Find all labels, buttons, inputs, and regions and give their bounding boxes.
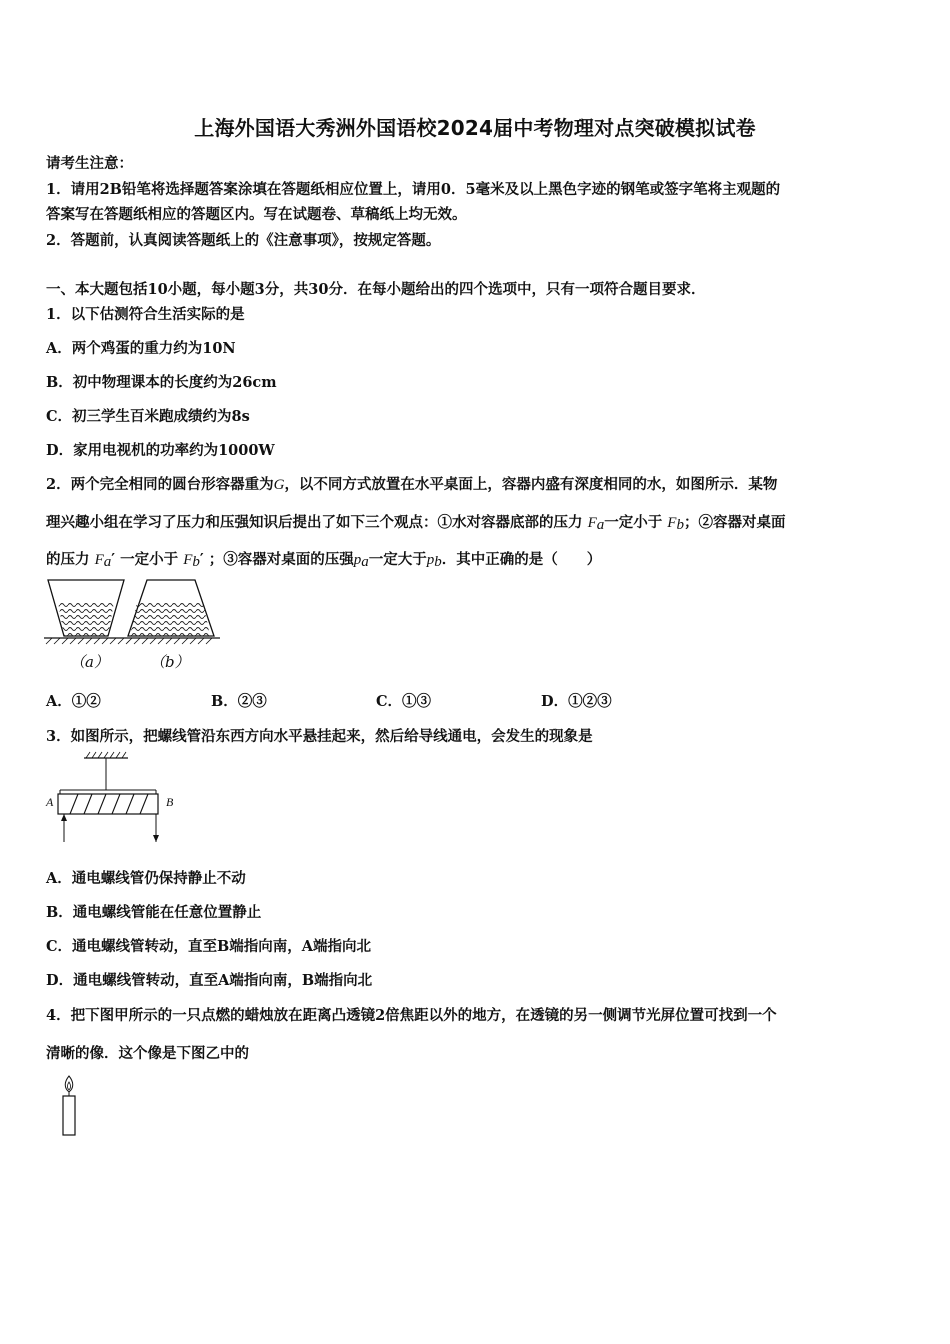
q3-option-b: B．通电螺线管能在任意位置静止 (46, 904, 262, 921)
candle-flame-icon (65, 1076, 73, 1096)
lead-wires (61, 814, 159, 842)
notice-line-2: 2．答题前，认真阅读答题纸上的《注意事项》，按规定答题。 (46, 232, 441, 249)
candle-figure (58, 1074, 80, 1138)
q2-option-b: B．②③ (211, 693, 267, 710)
q2-stem-line-3: 的压力 $F_a'$ 一定小于 $F_b'$ ；③容器对桌面的压强$p_a$一定大于$p_b$．其中正确的是（ ） (46, 551, 602, 570)
q2-option-a: A．①② (46, 693, 101, 710)
section-heading: 一、本大题包括10小题，每小题3分，共30分．在每小题给出的四个选项中，只有一项符合题目要求． (46, 281, 706, 298)
q2-stem-line-1: 2．两个完全相同的圆台形容器重为G，以不同方式放置在水平桌面上，容器内盛有深度相同的水，如图所示．某物 (46, 476, 778, 493)
figure-label-a: （a） (70, 653, 109, 671)
container-b (128, 580, 214, 636)
q1-option-c: C．初三学生百米跑成绩约为8s (46, 408, 250, 425)
figure-label-b: （b） (150, 653, 190, 671)
q1-stem: 1．以下估测符合生活实际的是 (46, 306, 245, 323)
table-surface (44, 638, 220, 644)
notice-line-1b: 答案写在答题纸相应的答题区内。写在试题卷、草稿纸上均无效。 (46, 206, 467, 223)
q1-option-a: A．两个鸡蛋的重力约为10N (46, 340, 236, 357)
candle-body (63, 1096, 75, 1135)
solenoid-end-b: B (166, 795, 174, 809)
page-title: 上海外国语大秀洲外国语校2024届中考物理对点突破模拟试卷 (194, 116, 756, 140)
solenoid-end-a: A (46, 795, 54, 809)
ceiling-support (84, 752, 128, 790)
q3-option-a: A．通电螺线管仍保持静止不动 (46, 870, 246, 887)
q3-option-d: D．通电螺线管转动，直至A端指向南，B端指向北 (46, 972, 373, 989)
solenoid-coil (58, 794, 158, 814)
q3-stem: 3．如图所示，把螺线管沿东西方向水平悬挂起来，然后给导线通电，会发生的现象是 (46, 728, 593, 745)
q2-option-d: D．①②③ (541, 693, 612, 710)
q2-option-c: C．①③ (376, 693, 432, 710)
q2-stem-line-2: 理兴趣小组在学习了压力和压强知识后提出了如下三个观点：①水对容器底部的压力 $F_a$一定小于 $F_b$；②容器对桌面 (46, 514, 786, 533)
q3-option-c: C．通电螺线管转动，直至B端指向南，A端指向北 (46, 938, 372, 955)
q4-stem-line-2: 清晰的像．这个像是下图乙中的 (46, 1045, 249, 1062)
q3-solenoid-figure (44, 750, 180, 846)
q4-stem-line-1: 4．把下图甲所示的一只点燃的蜡烛放在距离凸透镜2倍焦距以外的地方，在透镜的另一侧调节光屏位置可找到一个 (46, 1007, 777, 1024)
container-a (48, 580, 124, 636)
notice-heading: 请考生注意： (46, 155, 133, 172)
q1-option-b: B．初中物理课本的长度约为26cm (46, 374, 277, 391)
notice-line-1a: 1．请用2B铅笔将选择题答案涂填在答题纸相应位置上，请用0．5毫米及以上黑色字迹的钢笔或签字笔将主观题的 (46, 181, 781, 198)
q1-option-d: D．家用电视机的功率约为1000W (46, 442, 275, 459)
